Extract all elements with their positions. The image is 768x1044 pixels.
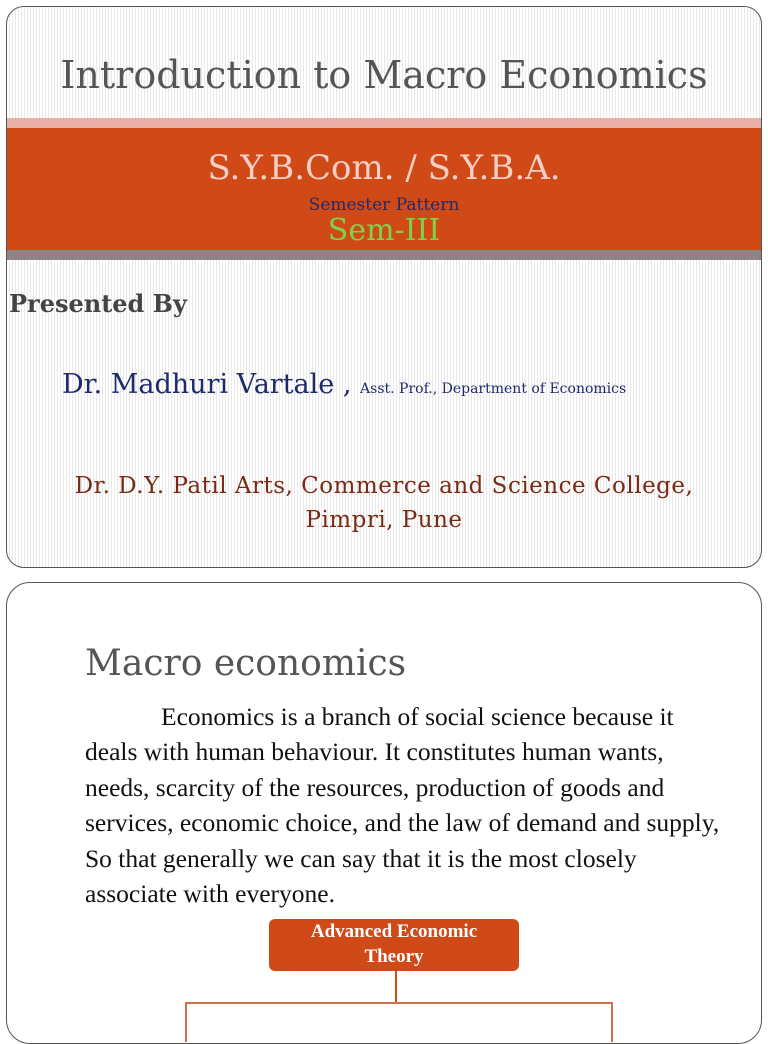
slide-paragraph: Economics is a branch of social science because it deals with human behaviour. It constitutes human wants, needs, scarcity of the resources, production of goods and services, economic choice, and the law of demand and supply, So that generally we can say that it is the most closely associate with everyone. — [85, 702, 720, 909]
gray-band — [7, 250, 761, 260]
course-name: S.Y.B.Com. / S.Y.B.A. — [207, 148, 561, 188]
slide-title: Introduction to Macro Economics — [60, 53, 708, 97]
presenter — [62, 369, 626, 400]
diagram-root-label: Advanced Economic Theory — [310, 921, 478, 967]
presented-by-label: Presented By — [9, 289, 187, 318]
title-slide — [6, 6, 762, 568]
college-line-2: Pimpri, Pune — [305, 507, 463, 533]
connector-line — [185, 1002, 187, 1042]
semester-pattern: Semester Pattern — [308, 195, 460, 215]
presenter-name: Dr. Madhuri Vartale , — [62, 369, 352, 400]
connector-line — [611, 1002, 613, 1042]
presenter-role: Asst. Prof., Department of Economics — [360, 381, 627, 397]
content-slide — [6, 582, 762, 1044]
college-line-1: Dr. D.Y. Patil Arts, Commerce and Science College, — [74, 473, 694, 499]
course-banner — [7, 128, 761, 250]
semester: Sem-III — [327, 213, 441, 248]
slide-heading: Macro economics — [85, 643, 407, 684]
diagram-root-node — [269, 919, 519, 971]
college — [7, 469, 761, 537]
connector-line — [185, 1002, 613, 1004]
connector-line — [395, 971, 397, 1003]
pink-band — [7, 118, 761, 128]
